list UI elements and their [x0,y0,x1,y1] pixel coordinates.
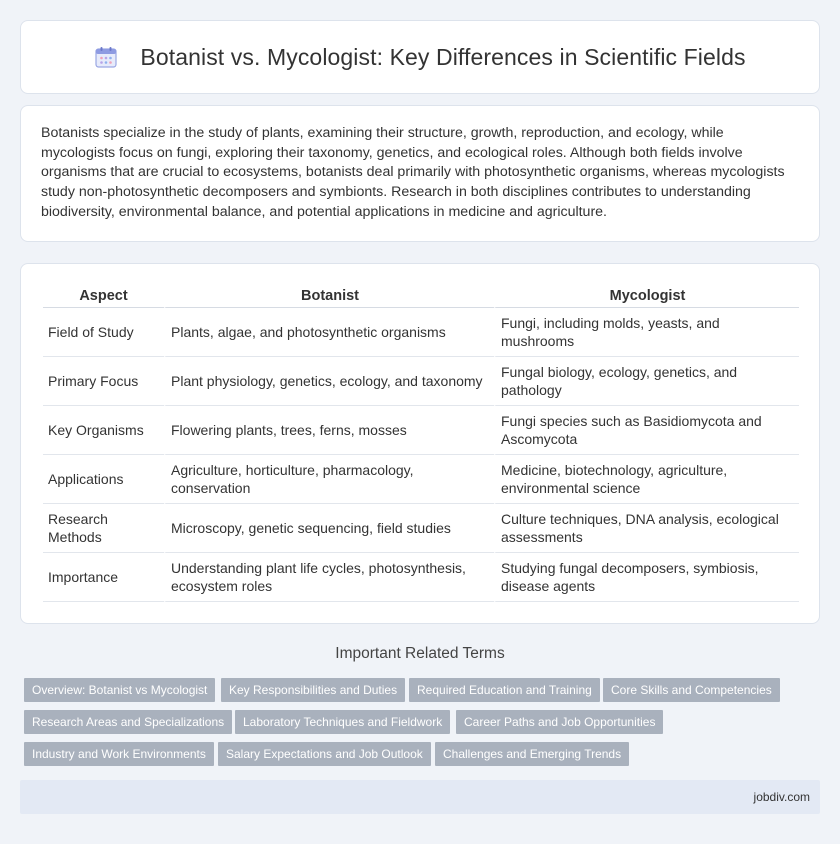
cell-aspect: Field of Study [43,308,164,357]
table-row [43,553,799,602]
cell-mycologist: Studying fungal decomposers, symbiosis, disease agents [494,553,799,602]
table-row [43,357,799,406]
cell-aspect: Key Organisms [43,406,164,455]
comparison-table [43,284,799,602]
related-tag[interactable]: Research Areas and Specializations [24,710,232,734]
related-terms-heading: Important Related Terms [335,645,505,662]
related-tag[interactable]: Key Responsibilities and Duties [221,678,405,702]
cell-aspect: Importance [43,553,164,602]
cell-botanist: Agriculture, horticulture, pharmacology, conservation [164,455,494,504]
related-tag[interactable]: Career Paths and Job Opportunities [456,710,663,734]
cell-botanist: Flowering plants, trees, ferns, mosses [164,406,494,455]
related-tag[interactable]: Required Education and Training [409,678,600,702]
title-wrap [94,44,745,71]
cell-aspect: Research Methods [43,504,164,553]
table-row [43,308,799,357]
related-tag[interactable]: Overview: Botanist vs Mycologist [24,678,215,702]
related-tag[interactable]: Salary Expectations and Job Outlook [218,742,431,766]
cell-botanist: Microscopy, genetic sequencing, field studies [164,504,494,553]
summary-paragraph: Botanists specialize in the study of plants, examining their structure, growth, reproduction, and ecology, while mycologists focus on fungi, exploring their taxonomy, genetics, and ecological roles. Although both fields involve organisms that are crucial to ecosystems, botanists deal primarily with photosynthetic organisms, whereas mycologists study non-photosynthetic decomposers and symbionts. Research in both disciplines contributes to understanding biodiversity, environmental balance, and potential applications in medicine and agriculture. [41,125,785,220]
cell-mycologist: Medicine, biotechnology, agriculture, environmental science [494,455,799,504]
header-aspect: Aspect [43,284,164,308]
comparison-table-card [20,263,820,624]
footer [20,780,820,814]
header-mycologist: Mycologist [494,284,799,308]
header-card [20,20,820,94]
table-header-row [43,284,799,308]
table-row [43,455,799,504]
footer-site-link[interactable]: jobdiv.com [753,790,810,804]
related-tag[interactable]: Industry and Work Environments [24,742,214,766]
cell-mycologist: Fungal biology, ecology, genetics, and pathology [494,357,799,406]
table-row [43,406,799,455]
cell-botanist: Understanding plant life cycles, photosynthesis, ecosystem roles [164,553,494,602]
cell-mycologist: Fungi species such as Basidiomycota and Ascomycota [494,406,799,455]
cell-botanist: Plants, algae, and photosynthetic organisms [164,308,494,357]
table-row [43,504,799,553]
cell-aspect: Applications [43,455,164,504]
cell-mycologist: Culture techniques, DNA analysis, ecological assessments [494,504,799,553]
related-tag[interactable]: Challenges and Emerging Trends [435,742,629,766]
cell-mycologist: Fungi, including molds, yeasts, and mushrooms [494,308,799,357]
calendar-icon [94,45,118,69]
page-title: Botanist vs. Mycologist: Key Differences in Scientific Fields [140,43,746,70]
header-botanist: Botanist [164,284,494,308]
related-tag[interactable]: Laboratory Techniques and Fieldwork [235,710,450,734]
related-tag[interactable]: Core Skills and Competencies [603,678,780,702]
cell-aspect: Primary Focus [43,357,164,406]
cell-botanist: Plant physiology, genetics, ecology, and taxonomy [164,357,494,406]
summary-card [20,105,820,242]
